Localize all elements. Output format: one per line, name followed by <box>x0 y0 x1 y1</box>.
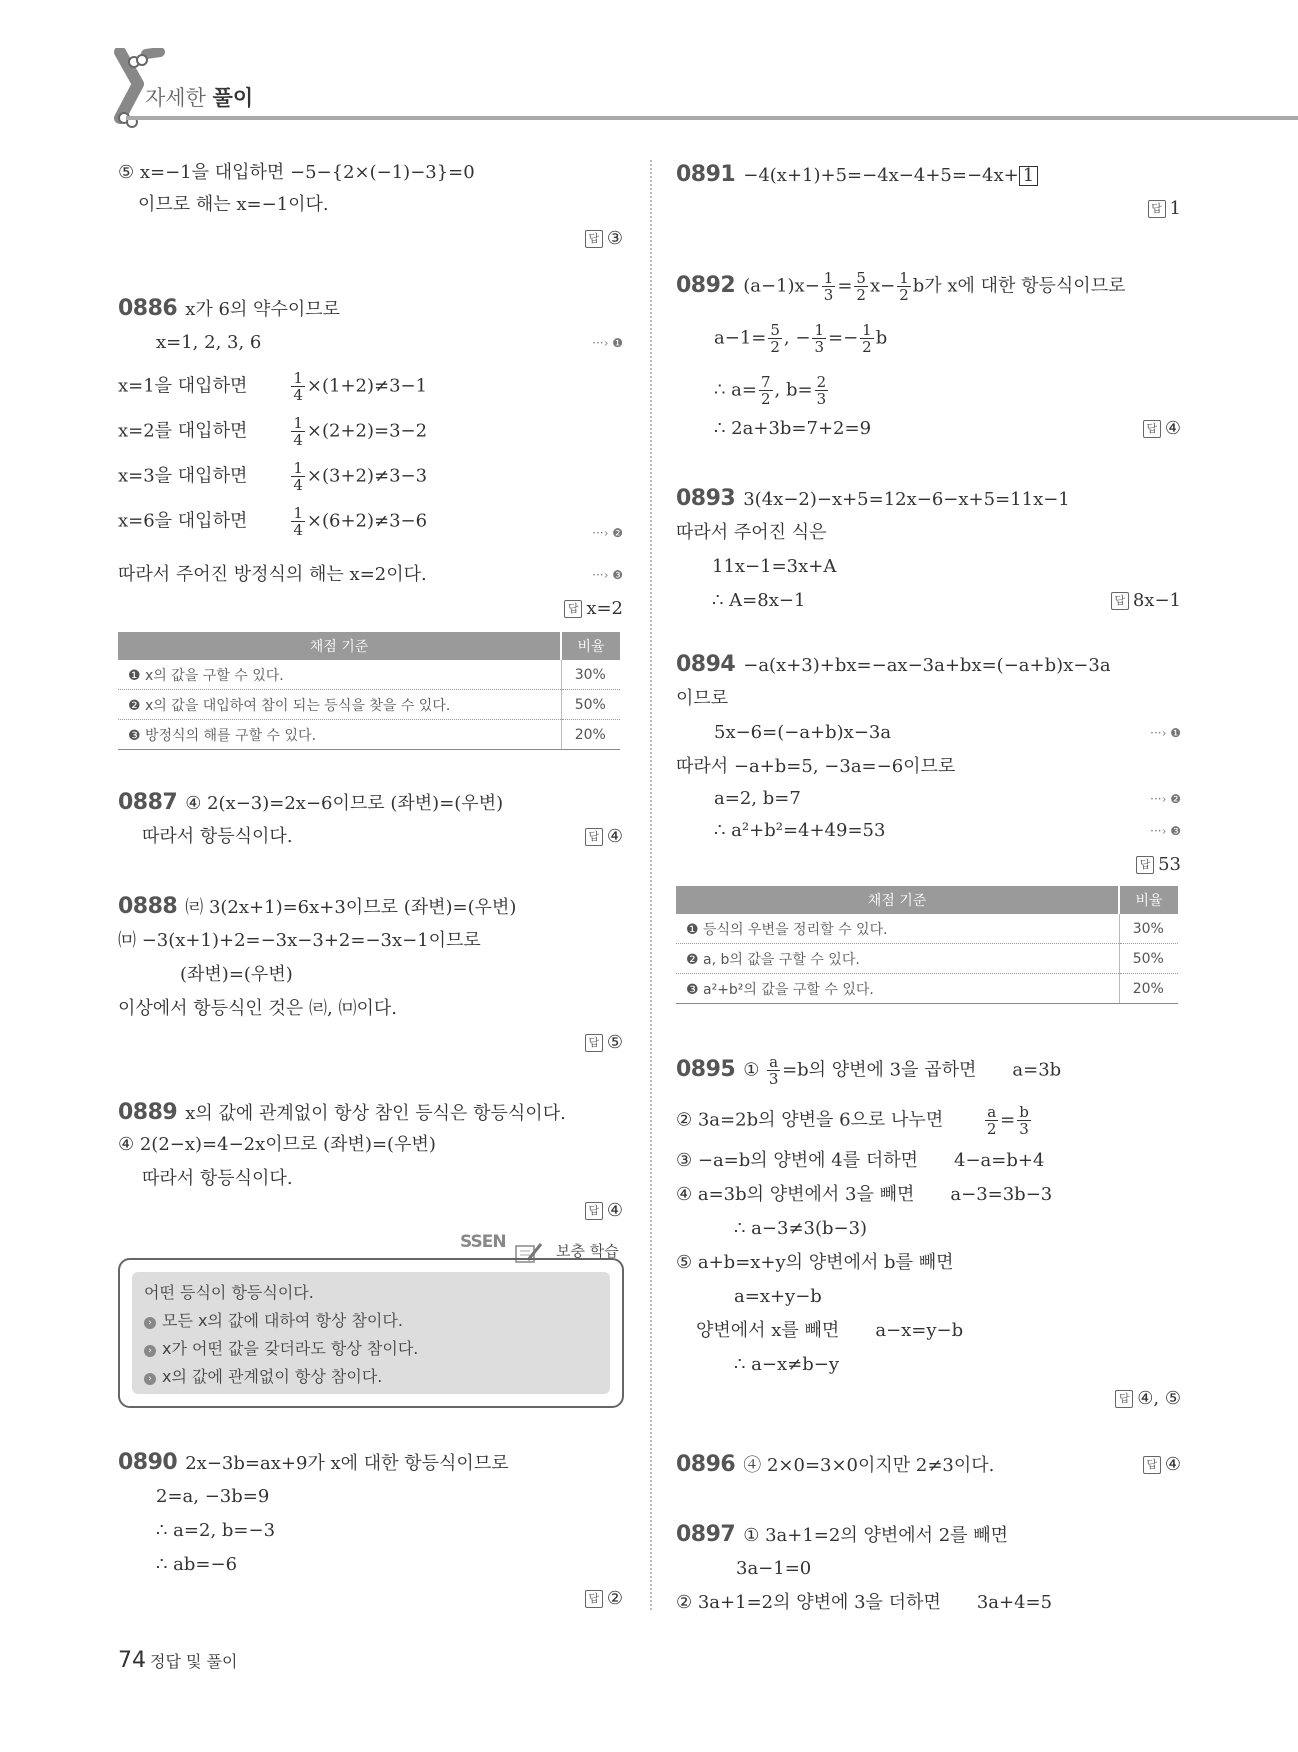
p0894-mark2: ···› ❷ <box>1150 792 1181 806</box>
p0895-line7: a=x+y−b <box>734 1286 822 1307</box>
p0890-line3: ∴ a=2, b=−3 <box>156 1520 276 1541</box>
supp-title: 어떤 등식이 항등식이다. <box>144 1283 314 1302</box>
table-header-ratio: 비율 <box>1119 886 1178 914</box>
p0893-line4: ∴ A=8x−1 <box>712 590 806 611</box>
p0889-line3: 따라서 항등식이다. <box>142 1168 293 1189</box>
answer-icon: 답 <box>1143 1456 1161 1474</box>
p0888-line1: 0888 ㈃ 3(2x+1)=6x+3이므로 (좌변)=(우변) <box>118 894 517 919</box>
p0886-answer: 답 x=2 <box>564 596 623 622</box>
p0894-line5: a=2, b=7 <box>714 788 801 809</box>
table-row: ❶ x의 값을 구할 수 있다. 30% <box>118 660 620 690</box>
answer-icon: 답 <box>1148 200 1166 218</box>
supplement-box <box>118 1258 624 1408</box>
p0888-line4: 이상에서 항등식인 것은 ㈃, ㈄이다. <box>118 998 397 1019</box>
p0888-answer: 답 ⑤ <box>585 1030 623 1056</box>
table-row: ❷ x의 값을 대입하여 참이 되는 등식을 찾을 수 있다. 50% <box>118 690 620 720</box>
p0890-line1: 0890 2x−3b=ax+9가 x에 대한 항등식이므로 <box>118 1450 509 1475</box>
page-number: 74 <box>118 1648 146 1673</box>
p0886-sub1: x=1을 대입하면 $\frac{1}{4}$ ×(1+2)≠3−1 <box>118 369 428 404</box>
supp-item: › x가 어떤 값을 갖더라도 항상 참이다. <box>144 1336 418 1359</box>
answer-icon: 답 <box>585 828 603 846</box>
answer-icon: 답 <box>585 1202 603 1220</box>
page-header-title: 자세한 풀이 <box>145 86 254 110</box>
p0890-line2: 2=a, −3b=9 <box>156 1486 270 1507</box>
p0892-line4: ∴ 2a+3b=7+2=9 <box>714 418 872 439</box>
p0892-line1: 0892 (a−1)x− $\frac{1}{3}$ = $\frac{5}{2}$ x− $\frac{1}{2}$ b가 x에 대한 항등식이므로 <box>676 269 1126 304</box>
answer-icon: 답 <box>1143 420 1161 438</box>
p0885-line1: ⑤ x=−1을 대입하면 −5−{2×(−1)−3}=0 <box>118 162 475 183</box>
p0888-line2: ㈄ −3(x+1)+2=−3x−3+2=−3x−1이므로 <box>118 930 481 951</box>
p0894-line4: 따라서 −a+b=5, −3a=−6이므로 <box>676 756 956 777</box>
p0895-line9: ∴ a−x≠b−y <box>734 1354 839 1375</box>
p0893-line2: 따라서 주어진 식은 <box>676 522 827 543</box>
header-rule <box>126 116 1298 120</box>
p0887-answer: 답 ④ <box>585 824 623 850</box>
column-divider <box>650 160 652 1610</box>
p0895-line8: 양변에서 x를 빼면 a−x=y−b <box>696 1320 964 1341</box>
table-header-criteria: 채점 기준 <box>118 632 561 660</box>
p0886-sub4: x=6을 대입하면 $\frac{1}{4}$ ×(6+2)≠3−6 <box>118 504 428 539</box>
p0894-line3: 5x−6=(−a+b)x−3a <box>714 722 892 743</box>
p0886-line2: x=1, 2, 3, 6 <box>156 332 262 353</box>
table-header-criteria: 채점 기준 <box>676 886 1119 914</box>
p0895-line3: ③ −a=b의 양변에 4를 더하면 4−a=b+4 <box>676 1150 1045 1171</box>
p0893-answer: 답 8x−1 <box>1111 588 1181 614</box>
p0887-line2: 따라서 항등식이다. <box>142 826 293 847</box>
table-row: ❸ 방정식의 해를 구할 수 있다. 20% <box>118 720 620 750</box>
p0897-line2: 3a−1=0 <box>736 1558 812 1579</box>
p0896-answer: 답 ④ <box>1143 1452 1181 1478</box>
p0895-line5: ∴ a−3≠3(b−3) <box>734 1218 868 1239</box>
p0897-line3: ② 3a+1=2의 양변에 3을 더하면 3a+4=5 <box>676 1592 1053 1613</box>
answer-icon: 답 <box>564 600 582 618</box>
scoring-table-0886 <box>118 632 620 750</box>
p0893-line1: 0893 3(4x−2)−x+5=12x−6−x+5=11x−1 <box>676 486 1070 511</box>
p0893-line3: 11x−1=3x+A <box>712 556 837 577</box>
p0894-answer: 답 53 <box>1136 852 1181 878</box>
arrow-bullet-icon: › <box>144 1317 156 1329</box>
answer-icon: 답 <box>585 1590 603 1608</box>
p0894-line1: 0894 −a(x+3)+bx=−ax−3a+bx=(−a+b)x−3a <box>676 652 1111 677</box>
p0894-line2: 이므로 <box>676 688 729 709</box>
p0885-answer: 답 ③ <box>585 226 623 252</box>
p0895-line4: ④ a=3b의 양변에서 3을 빼면 a−3=3b−3 <box>676 1184 1053 1205</box>
p0889-line1: 0889 x의 값에 관계없이 항상 참인 등식은 항등식이다. <box>118 1100 566 1125</box>
p0887-line1: 0887 ④ 2(x−3)=2x−6이므로 (좌변)=(우변) <box>118 790 504 815</box>
arrow-bullet-icon: › <box>144 1345 156 1357</box>
answer-icon: 답 <box>585 1034 603 1052</box>
footer-label: 정답 및 풀이 <box>150 1652 238 1671</box>
p0894-mark1: ···› ❶ <box>1150 726 1181 740</box>
ssen-brand: SSEN <box>460 1232 506 1252</box>
p0892-line3: ∴ a= $\frac{7}{2}$ , b= $\frac{2}{3}$ <box>714 373 827 408</box>
p0888-line3: (좌변)=(우변) <box>180 964 293 985</box>
p0895-line1: 0895 ① $\frac{a}{3}$ =b의 양변에 3을 곱하면 a=3b <box>676 1053 1062 1088</box>
p0889-line2: ④ 2(2−x)=4−2x이므로 (좌변)=(우변) <box>118 1134 436 1155</box>
arrow-bullet-icon: › <box>144 1373 156 1385</box>
table-row: ❷ a, b의 값을 구할 수 있다. 50% <box>676 944 1178 974</box>
p0890-line4: ∴ ab=−6 <box>156 1554 238 1575</box>
p0889-answer: 답 ④ <box>585 1198 623 1224</box>
p0894-mark3: ···› ❸ <box>1150 824 1181 838</box>
p0895-line2: ② 3a=2b의 양변을 6으로 나누면 $\frac{a}{2}$ = $\frac{b}{3}$ <box>676 1103 1029 1138</box>
page-footer <box>118 1648 237 1673</box>
p0885-line2: 이므로 해는 x=−1이다. <box>138 194 329 215</box>
table-header-ratio: 비율 <box>561 632 620 660</box>
p0895-answer: 답 ④, ⑤ <box>1115 1386 1181 1412</box>
table-row: ❶ 등식의 우변을 정리할 수 있다. 30% <box>676 914 1178 944</box>
p0886-mark2: ···› ❷ <box>592 526 623 540</box>
p0886-sub2: x=2를 대입하면 $\frac{1}{4}$ ×(2+2)=3−2 <box>118 414 428 449</box>
answer-icon: 답 <box>1111 592 1129 610</box>
p0886-mark1: ···› ❶ <box>592 336 623 350</box>
supplement-label: 보충 학습 <box>552 1240 623 1261</box>
p0892-line2: a−1= $\frac{5}{2}$ , − $\frac{1}{3}$ =− $\frac{1}{2}$ b <box>714 321 888 356</box>
p0886-sub3: x=3을 대입하면 $\frac{1}{4}$ ×(3+2)≠3−3 <box>118 459 428 494</box>
p0891-answer: 답 1 <box>1148 196 1181 222</box>
scoring-table-0894 <box>676 886 1178 1004</box>
p0890-answer: 답 ② <box>585 1586 623 1612</box>
p0896-line1: 0896 ④ 2×0=3×0이지만 2≠3이다. <box>676 1452 995 1477</box>
supp-item: › x의 값에 관계없이 항상 참이다. <box>144 1364 382 1387</box>
p0892-answer: 답 ④ <box>1143 416 1181 442</box>
p0895-line6: ⑤ a+b=x+y의 양변에서 b를 빼면 <box>676 1252 954 1273</box>
table-row: ❸ a²+b²의 값을 구할 수 있다. 20% <box>676 974 1178 1004</box>
p0886-conclusion: 따라서 주어진 방정식의 해는 x=2이다. <box>118 564 427 585</box>
answer-icon: 답 <box>1115 1390 1133 1408</box>
p0891-line1: 0891 −4(x+1)+5=−4x−4+5=−4x+ 1 <box>676 162 1038 189</box>
answer-icon: 답 <box>585 230 603 248</box>
p0886-mark3: ···› ❸ <box>592 568 623 582</box>
p0894-line6: ∴ a²+b²=4+49=53 <box>714 820 886 841</box>
supp-item: › 모든 x의 값에 대하여 항상 참이다. <box>144 1308 403 1331</box>
answer-icon: 답 <box>1136 856 1154 874</box>
p0897-line1: 0897 ① 3a+1=2의 양변에서 2를 빼면 <box>676 1522 1009 1547</box>
p0886-line1: 0886 x가 6의 약수이므로 <box>118 296 340 321</box>
